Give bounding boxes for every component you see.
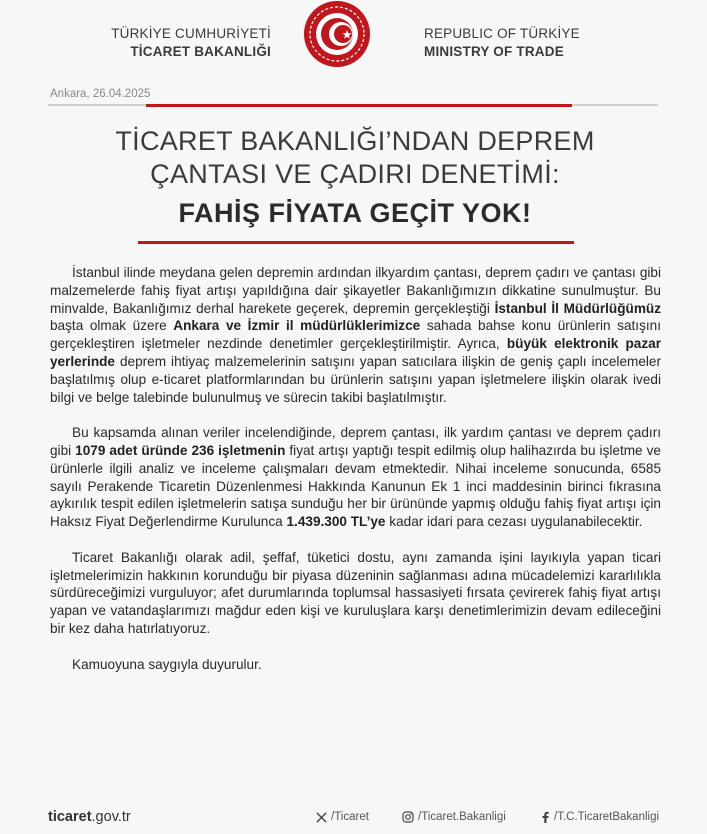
paragraph-bold: İstanbul İl Müdürlüğümüz — [494, 300, 662, 316]
letterhead-right — [424, 25, 580, 61]
twitter-link[interactable] — [316, 811, 369, 823]
paragraph-text: Kamuoyuna saygıyla duyurulur. — [72, 656, 262, 672]
paragraph-bold: büyük elektronik pazar yerlerinde — [50, 336, 661, 369]
letterhead-left — [111, 25, 271, 61]
facebook-handle: /T.C.TicaretBakanligi — [554, 811, 660, 823]
website-bold: ticaret — [48, 809, 92, 825]
paragraph-4 — [50, 656, 661, 674]
letterhead-right-line1: REPUBLIC OF TÜRKİYE — [424, 26, 580, 41]
paragraph-bold: 1.439.300 TL’ye — [286, 514, 386, 530]
letterhead-right-line2: MINISTRY OF TRADE — [424, 44, 564, 59]
facebook-link[interactable] — [540, 811, 659, 823]
letterhead — [0, 0, 707, 88]
press-date: Ankara, 26.04.2025 — [50, 88, 151, 100]
paragraph-text: sahada bahse konu ürünlerin satışını gerçekleştiren işletmeler nezdinde denetimler gerçekleştirilmiştir. Ayrıca, — [50, 318, 661, 352]
title-line-3: FAHİŞ FİYATA GEÇİT YOK! — [178, 198, 532, 228]
paragraph-text: kadar idari para cezası uygulanabilecektir. — [385, 514, 643, 530]
paragraph-text: başta olmak üzere — [50, 318, 174, 334]
website-domain: .gov.tr — [91, 809, 131, 825]
paragraph-2 — [50, 424, 661, 531]
date-divider-accent — [146, 104, 572, 107]
paragraph-text: fiyat artışı yaptığı tespit edilmiş olup halihazırda bu işletme ve ürünlerle ilgili analiz ve inceleme çalışmaları devam etmektedir. Nihai inceleme sonucunda, 6585 sayılı Perakende Ticaretin Düzenlenmesi Hakkında Kanunun Ek 1 inci maddesinin birinci fıkrasına aykırılık tespit edilen işletmelerin satışa sunduğu her bir ürününde yapmış olduğu fahiş fiyat artışı için Haksız Fiyat Değerlendirme Kurulunca — [50, 442, 661, 530]
title-divider — [138, 241, 574, 244]
date-divider — [48, 104, 658, 106]
paragraph-bold: Ankara ve İzmir il müdürlüklerimizce — [173, 318, 421, 334]
facebook-icon — [540, 811, 550, 823]
paragraph-3 — [50, 549, 661, 638]
title-line-1: TİCARET BAKANLIĞI’NDAN DEPREM — [115, 126, 595, 156]
twitter-handle: /Ticaret — [331, 811, 369, 823]
paragraph-text: İstanbul ilinde meydana gelen depremin ardından ilkyardım çantası, deprem çadırı ve çantası gibi malzemelerde fahiş fiyat artışı yapıldığına dair şikayetler Bakanlığımızın dikkatine sunulmuştur. Bu minvalde, Bakanlığımız derhal harekete geçerek, depremin gerçekleştiği — [50, 265, 661, 316]
instagram-link[interactable] — [402, 811, 506, 823]
title-line-2: ÇANTASI VE ÇADIRI DENETİMİ: — [150, 159, 560, 189]
instagram-icon — [402, 811, 414, 823]
letterhead-left-line2: TİCARET BAKANLIĞI — [130, 44, 271, 59]
website-link[interactable] — [48, 809, 131, 825]
paragraph-text: Bu kapsamda alınan veriler incelendiğinde, deprem çantası, ilk yardım çantası ve deprem çadırı gibi — [50, 425, 661, 458]
paragraph-text: Ticaret Bakanlığı olarak adil, şeffaf, tüketici dostu, aynı zamanda işini layıkıyla yapan ticari işletmelerimizin hakkının korunduğu bir piyasa düzeninin sağlanması adına mücadelemizi kararlılıkla sürdüreceğimizi vurguluyor; afet durumlarında toplumsal hassasiyeti fırsata çevirerek fahiş fiyat artışı yapan ve vatandaşlarımızı mağdur eden kişi ve kuruluşlara karşı denetimlerimizin devam edileceğini bir kez daha hatırlatıyoruz. — [50, 549, 661, 636]
ministry-logo — [303, 0, 371, 68]
letterhead-left-line1: TÜRKİYE CUMHURİYETİ — [111, 26, 271, 41]
x-icon — [316, 812, 327, 823]
paragraph-text: deprem ihtiyaç malzemelerinin satışını yapan satıcılara ilişkin de geniş çaplı incelemeler başlatılmış olup e-ticaret platformlarından bu ürünlerin satışını yapan işletmelere ilişkin olarak ivedi bilgi ve belge talebinde bulunulmuş ve sürecin takibi başlatılmıştır. — [50, 353, 661, 405]
paragraph-1 — [50, 264, 661, 406]
instagram-handle: /Ticaret.Bakanligi — [418, 811, 506, 823]
press-release-body — [50, 264, 661, 691]
paragraph-bold: 1079 adet üründe 236 işletmenin — [75, 442, 286, 458]
footer — [0, 804, 707, 834]
